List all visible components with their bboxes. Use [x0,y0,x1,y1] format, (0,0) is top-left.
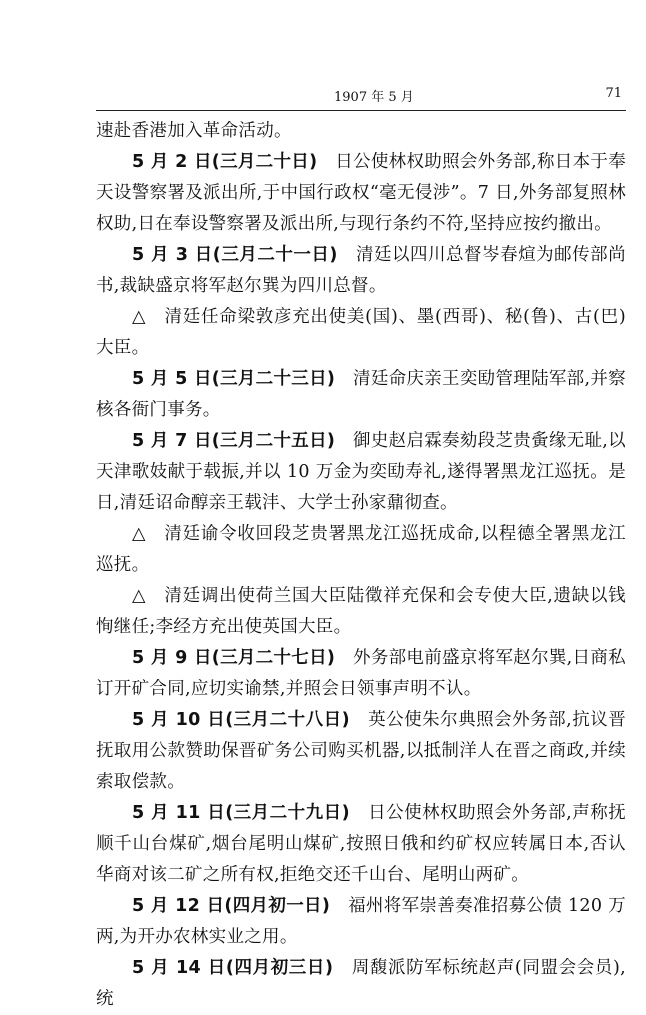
entry-text: 清廷以四川总督岑春煊为邮传部尚书,裁缺盛京将军赵尔巽为四川总督。 [96,245,626,296]
entry-date: 5 月 12 日(四月初一日) [132,896,331,916]
entry-date: 5 月 11 日(三月二十九日) [132,803,350,823]
paragraph [96,147,626,240]
entry-text: 御史赵启霖奏劾段芝贵夤缘无耻,以天津歌妓献于载振,并以 10 万金为奕劻寿礼,遂得署黑龙江巡抚。是日,清廷诏命醇亲王载沣、大学士孙家鼐彻查。 [96,431,626,513]
triangle-marker: △ [132,524,147,544]
page-body [96,116,626,1015]
entry-date: 5 月 14 日(四月初三日) [132,958,334,978]
entry-text: 清廷任命梁敦彦充出使美(国)、墨(西哥)、秘(鲁)、古(巴)大臣。 [96,307,626,358]
paragraph [96,798,626,891]
paragraph [96,116,626,147]
entry-text: 英公使朱尔典照会外务部,抗议晋抚取用公款赞助保晋矿务公司购买机器,以抵制洋人在晋之商政,并续索取偿款。 [96,710,626,792]
entry-date: 5 月 9 日(三月二十七日) [132,648,336,668]
entry-text: 日公使林权助照会外务部,称日本于奉天设警察署及派出所,于中国行政权“毫无侵涉”。7 日,外务部复照林权助,日在奉设警察署及派出所,与现行条约不符,坚持应按约撤出。 [96,152,626,234]
entry-text: 清廷调出使荷兰国大臣陆徵祥充保和会专使大臣,遗缺以钱恂继任;李经方充出使英国大臣。 [96,586,626,637]
paragraph [96,581,626,643]
paragraph [96,953,626,1015]
entry-text: 日公使林权助照会外务部,声称抚顺千山台煤矿,烟台尾明山煤矿,按照日俄和约矿权应转属日本,否认华商对该二矿之所有权,拒绝交还千山台、尾明山两矿。 [96,803,626,885]
entry-text: 外务部电前盛京将军赵尔巽,日商私订开矿合同,应切实谕禁,并照会日领事声明不认。 [96,648,626,699]
triangle-marker: △ [132,307,147,327]
page-number: 71 [605,86,622,101]
entry-text: 清廷命庆亲王奕劻管理陆军部,并察核各衙门事务。 [96,369,626,420]
entry-text: 周馥派防军标统赵声(同盟会会员),统 [96,958,626,1009]
header-title: 1907 年 5 月 [334,90,414,105]
entry-date: 5 月 3 日(三月二十一日) [132,245,338,265]
entry-text: 清廷谕令收回段芝贵署黑龙江巡抚成命,以程德全署黑龙江巡抚。 [96,524,626,575]
entry-date: 5 月 5 日(三月二十三日) [132,369,336,389]
paragraph [96,364,626,426]
running-header [96,84,636,108]
paragraph [96,519,626,581]
header-rule [96,110,626,111]
entry-date: 5 月 10 日(三月二十八日) [132,710,350,730]
paragraph [96,302,626,364]
entry-text: 福州将军崇善奏准招募公债 120 万两,为开办农林实业之用。 [96,896,626,947]
entry-date: 5 月 7 日(三月二十五日) [132,431,336,451]
triangle-marker: △ [132,586,147,606]
entry-date: 5 月 2 日(三月二十日) [132,152,318,172]
entry-text: 速赴香港加入革命活动。 [96,121,292,141]
paragraph [96,705,626,798]
paragraph [96,240,626,302]
paragraph [96,891,626,953]
paragraph [96,643,626,705]
paragraph [96,426,626,519]
